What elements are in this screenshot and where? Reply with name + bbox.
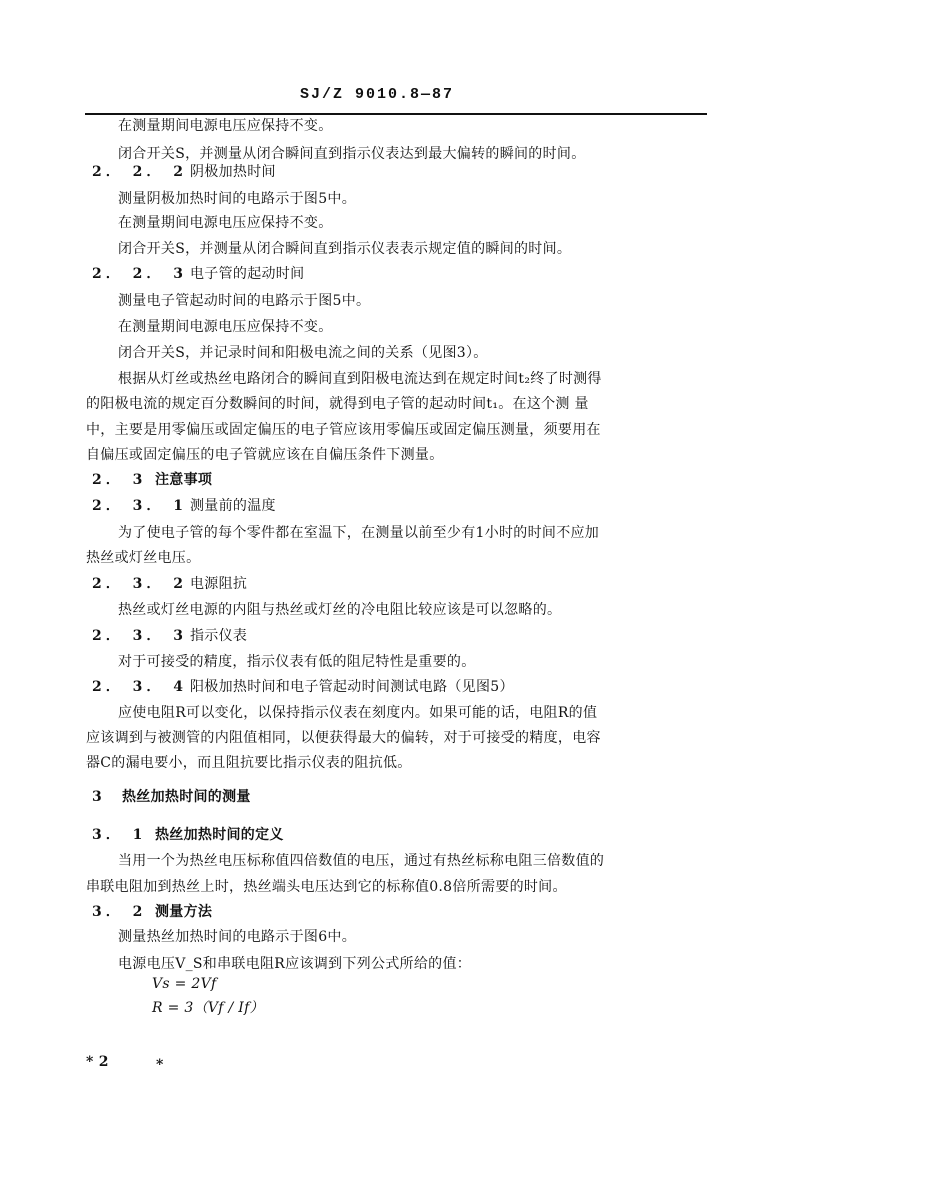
text-line: 电源电压V_S和串联电阻R应该调到下列公式所给的值：: [118, 956, 472, 972]
formula-r: R = 3（Vf / If）: [152, 1000, 264, 1016]
text-line: 为了使电子管的每个零件都在室温下，在测量以前至少有1小时的时间不应加: [118, 525, 600, 541]
text-line: 测量阴极加热时间的电路示于图5中。: [118, 191, 357, 207]
formula-vs: Vs = 2Vf: [152, 976, 217, 992]
section-number: 2． 3: [92, 472, 147, 488]
footer-mark: *: [156, 1057, 164, 1073]
text-line: 热丝或灯丝电源的内阻与热丝或灯丝的冷电阻比较应该是可以忽略的。: [118, 602, 562, 618]
section-number: 3． 1: [92, 827, 147, 843]
text-line: 测量电子管起动时间的电路示于图5中。: [118, 293, 371, 309]
chapter-number: 3: [92, 789, 103, 805]
text-line: 中，主要是用零偏压或固定偏压的电子管应该用零偏压或固定偏压测量，须要用在: [86, 422, 601, 438]
text-line: 闭合开关S，并测量从闭合瞬间直到指示仪表达到最大偏转的瞬间的时间。: [118, 146, 586, 162]
section-number: 2． 3． 4: [92, 679, 187, 695]
section-number: 2． 3． 2: [92, 576, 187, 592]
section-heading: 测量前的温度: [190, 498, 276, 514]
section-heading: 阴极加热时间: [190, 164, 276, 180]
text-line: 应该调到与被测管的内阻值相同，以便获得最大的偏转，对于可接受的精度，电容: [86, 730, 601, 746]
text-line: 在测量期间电源电压应保持不变。: [118, 118, 333, 134]
section-heading: 测量方法: [155, 904, 213, 920]
section-heading: 阳极加热时间和电子管起动时间测试电路（见图5）: [190, 679, 514, 695]
text-line: 在测量期间电源电压应保持不变。: [118, 319, 333, 335]
text-line: 测量热丝加热时间的电路示于图6中。: [118, 929, 357, 945]
section-number: 2． 2． 2: [92, 164, 187, 180]
section-number: 3． 2: [92, 904, 147, 920]
text-line: 器C的漏电要小，而且阻抗要比指示仪表的阻抗低。: [86, 755, 412, 771]
text-line: 在测量期间电源电压应保持不变。: [118, 215, 333, 231]
text-line: 串联电阻加到热丝上时，热丝端头电压达到它的标称值0.8倍所需要的时间。: [86, 879, 567, 895]
section-heading: 热丝加热时间的定义: [155, 827, 284, 843]
text-line: 闭合开关S，并测量从闭合瞬间直到指示仪表表示规定值的瞬间的时间。: [118, 241, 572, 257]
section-heading: 电源阻抗: [190, 576, 248, 592]
text-line: 热丝或灯丝电压。: [86, 550, 201, 566]
section-number: 2． 2． 3: [92, 266, 187, 282]
section-heading: 指示仪表: [190, 628, 248, 644]
text-line: 对于可接受的精度，指示仪表有低的阻尼特性是重要的。: [118, 654, 476, 670]
section-number: 2． 3． 3: [92, 628, 187, 644]
text-line: 根据从灯丝或热丝电路闭合的瞬间直到阳极电流达到在规定时间t₂终了时测得: [118, 371, 602, 387]
text-line: 应使电阻R可以变化，以保持指示仪表在刻度内。如果可能的话，电阻R的值: [118, 705, 598, 721]
section-heading: 电子管的起动时间: [190, 266, 305, 282]
text-line: 闭合开关S，并记录时间和阳极电流之间的关系（见图3）。: [118, 345, 488, 361]
page-number: * 2: [86, 1054, 109, 1070]
section-number: 2． 3． 1: [92, 498, 187, 514]
header-rule: [85, 113, 707, 115]
standard-code: SJ/Z 9010.8—87: [300, 86, 455, 103]
section-heading: 注意事项: [155, 472, 213, 488]
text-line: 的阳极电流的规定百分数瞬间的时间，就得到电子管的起动时间t₁。在这个测 量: [86, 396, 589, 412]
chapter-heading: 热丝加热时间的测量: [122, 789, 251, 805]
text-line: 自偏压或固定偏压的电子管就应该在自偏压条件下测量。: [86, 447, 444, 463]
text-line: 当用一个为热丝电压标称值四倍数值的电压，通过有热丝标称电阻三倍数值的: [118, 853, 605, 869]
